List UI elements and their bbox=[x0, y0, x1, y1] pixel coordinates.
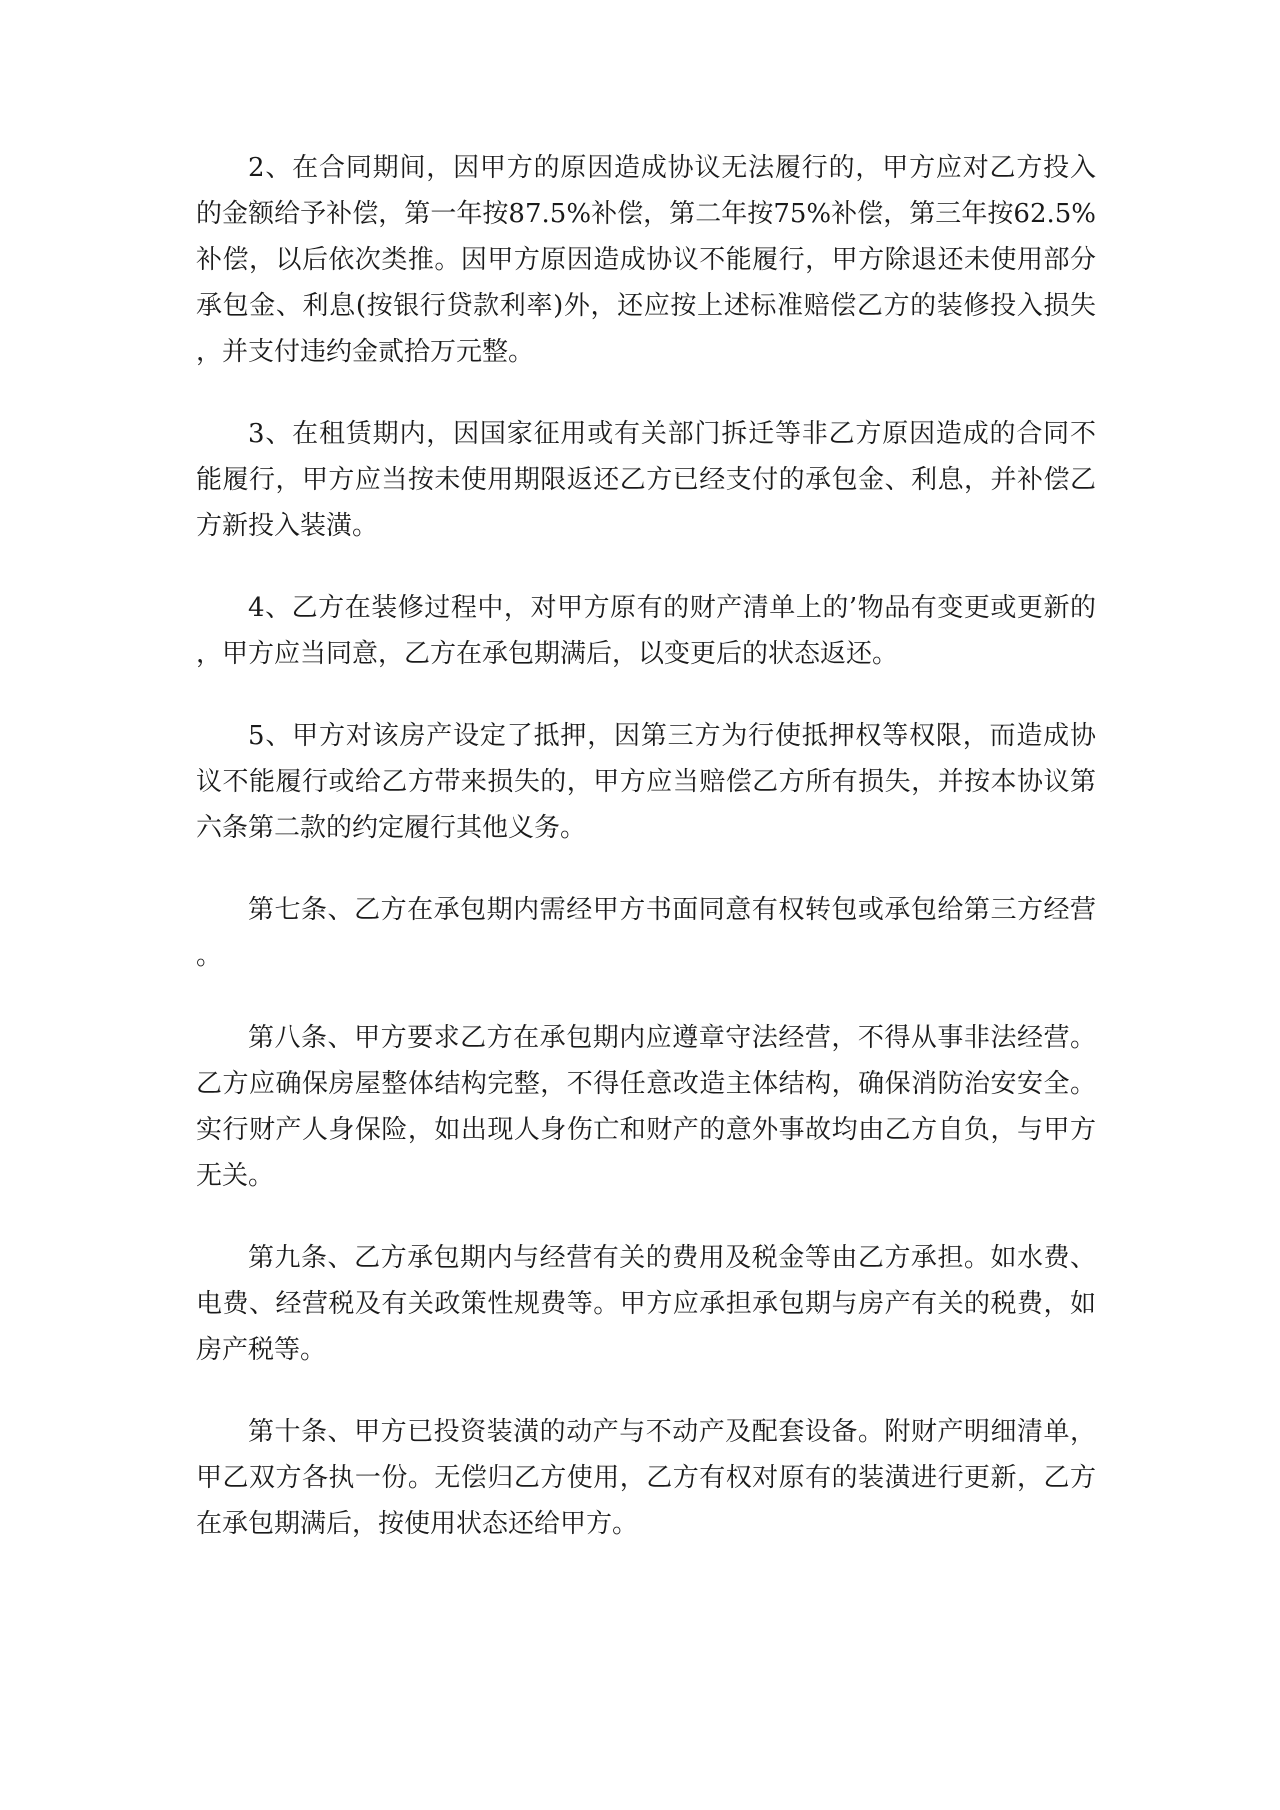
paragraph-article-10: 第十条、甲方已投资装潢的动产与不动产及配套设备。附财产明细清单，甲乙双方各执一份。无偿归乙方使用，乙方有权对原有的装潢进行更新，乙方在承包期满后，按使用状态还给甲方。 bbox=[196, 1417, 1096, 1539]
paragraph-clause-6-3: 3、在租赁期内，因国家征用或有关部门拆迁等非乙方原因造成的合同不能履行，甲方应当按未使用期限返还乙方已经支付的承包金、利息，并补偿乙方新投入装潢。 bbox=[196, 419, 1096, 541]
paragraph-article-9: 第九条、乙方承包期内与经营有关的费用及税金等由乙方承担。如水费、电费、经营税及有关政策性规费等。甲方应承担承包期与房产有关的税费，如房产税等。 bbox=[196, 1243, 1096, 1365]
paragraph-clause-6-5: 5、甲方对该房产设定了抵押，因第三方为行使抵押权等权限，而造成协议不能履行或给乙方带来损失的，甲方应当赔偿乙方所有损失，并按本协议第六条第二款的约定履行其他义务。 bbox=[196, 721, 1096, 843]
paragraph-article-8: 第八条、甲方要求乙方在承包期内应遵章守法经营，不得从事非法经营。乙方应确保房屋整体结构完整，不得任意改造主体结构，确保消防治安安全。实行财产人身保险，如出现人身伤亡和财产的意外事故均由乙方自负，与甲方无关。 bbox=[196, 1023, 1096, 1191]
paragraph-article-7: 第七条、乙方在承包期内需经甲方书面同意有权转包或承包给第三方经营。 bbox=[196, 895, 1096, 971]
paragraph-clause-6-4: 4、乙方在装修过程中，对甲方原有的财产清单上的’物品有变更或更新的，甲方应当同意，乙方在承包期满后，以变更后的状态返还。 bbox=[196, 593, 1096, 669]
document-body bbox=[196, 145, 1096, 1583]
paragraph-clause-6-2: 2、在合同期间，因甲方的原因造成协议无法履行的，甲方应对乙方投入的金额给予补偿，第一年按87.5%补偿，第二年按75%补偿，第三年按62.5%补偿，以后依次类推。因甲方原因造成协议不能履行，甲方除退还未使用部分承包金、利息(按银行贷款利率)外，还应按上述标准赔偿乙方的装修投入损失，并支付违约金贰拾万元整。 bbox=[196, 153, 1096, 367]
